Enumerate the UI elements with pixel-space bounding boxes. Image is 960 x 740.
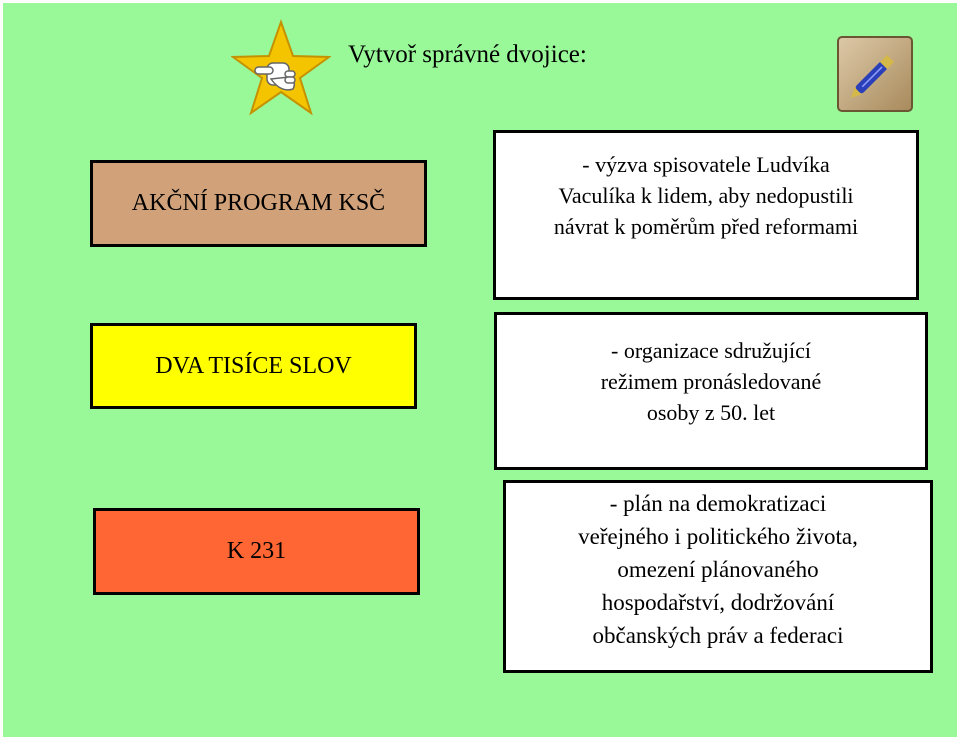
definition-line: režimem pronásledované	[600, 369, 822, 394]
definition-line: omezení plánovaného	[617, 557, 819, 582]
definition-3[interactable]	[503, 480, 933, 673]
definition-line: - organizace sdružující	[611, 338, 811, 363]
definition-line: občanských práv a federaci	[592, 623, 844, 648]
definition-line: osoby z 50. let	[646, 400, 776, 425]
pen-icon[interactable]	[837, 36, 913, 112]
definition-line: návrat k poměrům před reformami	[553, 214, 859, 239]
definition-line: veřejného i politického života,	[578, 524, 858, 549]
definition-line: - výzva spisovatele Ludvíka	[582, 152, 830, 177]
definition-2[interactable]	[494, 312, 928, 470]
definition-line: - plán na demokratizaci	[609, 491, 827, 516]
definition-1[interactable]	[493, 130, 919, 300]
term-label: K 231	[226, 538, 287, 564]
definition-line: Vaculíka k lidem, aby nedopustili	[558, 183, 854, 208]
star-pointing-hand-icon	[231, 19, 331, 119]
slide	[3, 3, 957, 737]
term-dva-tisice-slov[interactable]	[90, 323, 417, 409]
term-k231[interactable]	[93, 508, 420, 595]
slide-title: Vytvoř správné dvojice:	[348, 41, 587, 68]
definition-line: hospodařství, dodržování	[601, 590, 835, 615]
term-label: AKČNÍ PROGRAM KSČ	[131, 190, 386, 216]
term-label: DVA TISÍCE SLOV	[155, 352, 352, 379]
term-akcni-program[interactable]	[90, 160, 427, 247]
